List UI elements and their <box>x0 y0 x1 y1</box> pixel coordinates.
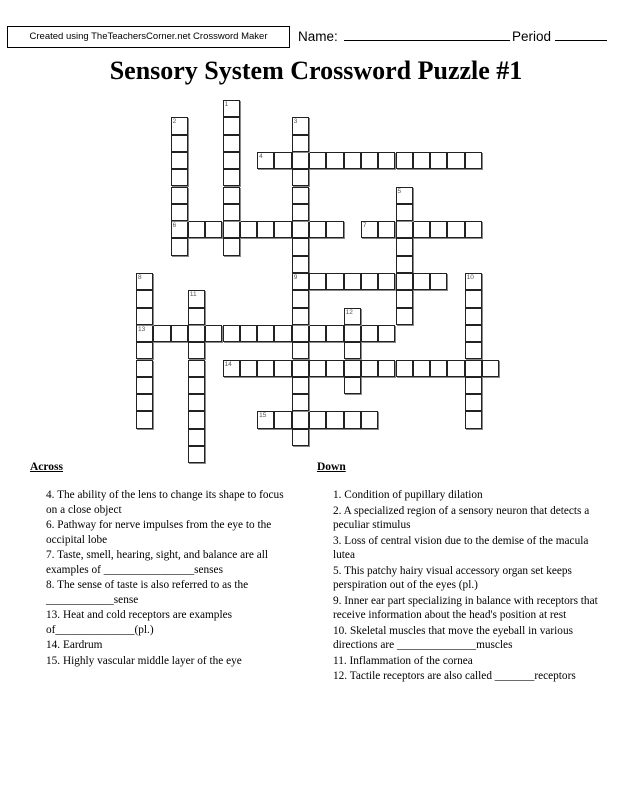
grid-cell[interactable] <box>223 100 240 117</box>
grid-cell[interactable] <box>465 152 482 169</box>
grid-cell[interactable] <box>136 290 153 307</box>
grid-cell[interactable] <box>292 290 309 307</box>
across-clue-15: 15. Highly vascular middle layer of the eye <box>46 654 242 667</box>
grid-cell[interactable] <box>223 135 240 152</box>
grid-cell[interactable] <box>396 290 413 307</box>
grid-cell[interactable] <box>292 308 309 325</box>
grid-cell[interactable] <box>274 152 291 169</box>
clue-number-1: 1 <box>224 101 229 108</box>
grid-cell[interactable] <box>430 152 447 169</box>
grid-cell[interactable] <box>465 360 482 377</box>
grid-cell[interactable] <box>378 360 395 377</box>
grid-cell[interactable] <box>274 325 291 342</box>
across-clue-14: 14. Eardrum <box>46 639 103 651</box>
grid-cell[interactable] <box>465 342 482 359</box>
grid-cell[interactable] <box>257 221 274 238</box>
grid-cell[interactable] <box>274 411 291 428</box>
grid-cell[interactable] <box>223 360 240 377</box>
grid-cell[interactable] <box>274 221 291 238</box>
grid-cell[interactable] <box>292 152 309 169</box>
grid-cell[interactable] <box>223 169 240 186</box>
grid-cell[interactable] <box>257 360 274 377</box>
grid-cell[interactable] <box>361 325 378 342</box>
grid-cell[interactable] <box>292 256 309 273</box>
grid-cell[interactable] <box>447 152 464 169</box>
grid-cell[interactable] <box>136 342 153 359</box>
grid-cell[interactable] <box>309 273 326 290</box>
down-clue-2: 2. A specialized region of a sensory neuron that detects a peculiar stimulus <box>333 504 590 531</box>
across-heading: Across <box>30 461 64 473</box>
grid-cell[interactable] <box>171 187 188 204</box>
grid-cell[interactable] <box>344 308 361 325</box>
grid-cell[interactable] <box>240 360 257 377</box>
grid-cell[interactable] <box>188 377 205 394</box>
grid-cell[interactable] <box>413 221 430 238</box>
across-clue-list <box>46 488 296 669</box>
clue-number-12: 12 <box>345 308 353 316</box>
grid-cell[interactable] <box>292 187 309 204</box>
down-heading: Down <box>317 461 346 473</box>
grid-cell[interactable] <box>309 221 326 238</box>
grid-cell[interactable] <box>188 411 205 428</box>
grid-cell[interactable] <box>482 360 499 377</box>
grid-cell[interactable] <box>396 152 413 169</box>
grid-cell[interactable] <box>396 187 413 204</box>
period-label: Period <box>512 29 552 44</box>
grid-cell[interactable] <box>465 411 482 428</box>
grid-cell[interactable] <box>344 273 361 290</box>
across-clue-13: 13. Heat and cold receptors are examples of______________(pl.) <box>46 609 233 636</box>
grid-cell[interactable] <box>430 221 447 238</box>
grid-cell[interactable] <box>188 325 205 342</box>
grid-cell[interactable] <box>361 221 378 238</box>
grid-cell[interactable] <box>396 308 413 325</box>
grid-cell[interactable] <box>447 221 464 238</box>
clue-number-3: 3 <box>293 118 298 126</box>
grid-cell[interactable] <box>378 325 395 342</box>
grid-cell[interactable] <box>205 325 222 342</box>
grid-cell[interactable] <box>171 135 188 152</box>
grid-cell[interactable] <box>378 273 395 290</box>
grid-cell[interactable] <box>396 238 413 255</box>
down-clue-12: 12. Tactile receptors are also called _______receptors <box>333 670 576 682</box>
grid-cell[interactable] <box>292 325 309 342</box>
clue-number-13: 13 <box>138 325 146 333</box>
grid-cell[interactable] <box>240 221 257 238</box>
grid-cell[interactable] <box>344 152 361 169</box>
grid-cell[interactable] <box>205 221 222 238</box>
grid-cell[interactable] <box>136 325 153 342</box>
grid-cell[interactable] <box>396 221 413 238</box>
name-label: Name: <box>298 29 338 44</box>
clue-number-4: 4 <box>259 152 263 160</box>
clue-number-15: 15 <box>259 412 267 420</box>
grid-cell[interactable] <box>171 325 188 342</box>
down-clue-3: 3. Loss of central vision due to the demise of the macula lutea <box>333 534 589 561</box>
grid-cell[interactable] <box>171 169 188 186</box>
grid-cell[interactable] <box>465 221 482 238</box>
clue-number-9: 9 <box>293 274 298 281</box>
grid-cell[interactable] <box>361 152 378 169</box>
grid-cell[interactable] <box>430 360 447 377</box>
grid-cell[interactable] <box>171 204 188 221</box>
grid-cell[interactable] <box>344 377 361 394</box>
clue-number-14: 14 <box>224 360 232 368</box>
grid-cell[interactable] <box>223 325 240 342</box>
grid-cell[interactable] <box>361 411 378 428</box>
grid-cell[interactable] <box>326 152 343 169</box>
grid-cell[interactable] <box>257 411 274 428</box>
grid-cell[interactable] <box>396 204 413 221</box>
grid-cell[interactable] <box>292 360 309 377</box>
grid-cell[interactable] <box>240 325 257 342</box>
grid-cell[interactable] <box>136 308 153 325</box>
grid-cell[interactable] <box>223 117 240 134</box>
grid-cell[interactable] <box>223 204 240 221</box>
grid-cell[interactable] <box>344 325 361 342</box>
clue-number-11: 11 <box>189 291 197 299</box>
grid-cell[interactable] <box>188 394 205 411</box>
grid-cell[interactable] <box>292 169 309 186</box>
grid-cell[interactable] <box>361 273 378 290</box>
grid-cell[interactable] <box>396 360 413 377</box>
grid-cell[interactable] <box>171 221 188 238</box>
grid-cell[interactable] <box>136 411 153 428</box>
grid-cell[interactable] <box>309 360 326 377</box>
across-clue-7: 7. Taste, smell, hearing, sight, and balance are all examples of ________________senses <box>46 549 269 576</box>
grid-cell[interactable] <box>188 360 205 377</box>
grid-cell[interactable] <box>188 342 205 359</box>
clue-number-5: 5 <box>397 187 402 195</box>
grid-cell[interactable] <box>465 308 482 325</box>
across-clue-8: 8. The sense of taste is also referred to as the ____________sense <box>46 579 249 606</box>
down-clue-11: 11. Inflammation of the cornea <box>333 654 473 667</box>
grid-cell[interactable] <box>292 221 309 238</box>
grid-cell[interactable] <box>430 273 447 290</box>
grid-cell[interactable] <box>361 360 378 377</box>
grid-cell[interactable] <box>326 325 343 342</box>
grid-cell[interactable] <box>326 221 343 238</box>
grid-cell[interactable] <box>188 308 205 325</box>
down-clue-list <box>333 488 608 685</box>
down-clue-9: 9. Inner ear part specializing in balance with receptors that receive information about the head's position at rest <box>333 594 598 621</box>
grid-cell[interactable] <box>413 360 430 377</box>
grid-cell[interactable] <box>465 273 482 290</box>
grid-cell[interactable] <box>326 360 343 377</box>
grid-cell[interactable] <box>223 238 240 255</box>
grid-cell[interactable] <box>171 117 188 134</box>
grid-cell[interactable] <box>188 446 205 463</box>
clue-number-7: 7 <box>362 222 367 230</box>
grid-cell[interactable] <box>465 325 482 342</box>
grid-cell[interactable] <box>188 429 205 446</box>
grid-cell[interactable] <box>344 342 361 359</box>
grid-cell[interactable] <box>326 411 343 428</box>
grid-cell[interactable] <box>465 377 482 394</box>
credit-box: Created using TheTeachersCorner.net Crossword Maker <box>7 26 290 48</box>
grid-cell[interactable] <box>465 394 482 411</box>
grid-cell[interactable] <box>136 360 153 377</box>
clue-number-2: 2 <box>172 118 177 126</box>
grid-cell[interactable] <box>292 429 309 446</box>
grid-cell[interactable] <box>292 273 309 290</box>
grid-cell[interactable] <box>396 273 413 290</box>
clue-number-10: 10 <box>466 274 474 281</box>
grid-cell[interactable] <box>292 377 309 394</box>
grid-cell[interactable] <box>223 221 240 238</box>
down-clue-1: 1. Condition of pupillary dilation <box>333 489 483 501</box>
grid-cell[interactable] <box>171 238 188 255</box>
grid-cell[interactable] <box>292 394 309 411</box>
grid-cell[interactable] <box>309 325 326 342</box>
grid-cell[interactable] <box>292 238 309 255</box>
grid-cell[interactable] <box>292 117 309 134</box>
grid-cell[interactable] <box>396 256 413 273</box>
across-clue-6: 6. Pathway for nerve impulses from the eye to the occipital lobe <box>46 519 272 546</box>
grid-cell[interactable] <box>257 325 274 342</box>
grid-cell[interactable] <box>257 152 274 169</box>
down-clue-10: 10. Skeletal muscles that move the eyeball in various directions are ______________muscles <box>333 624 573 651</box>
grid-cell[interactable] <box>413 273 430 290</box>
across-clue-4: 4. The ability of the lens to change its shape to focus on a close object <box>46 489 284 516</box>
grid-cell[interactable] <box>153 325 170 342</box>
grid-cell[interactable] <box>136 394 153 411</box>
grid-cell[interactable] <box>223 152 240 169</box>
grid-cell[interactable] <box>292 204 309 221</box>
grid-cell[interactable] <box>465 290 482 307</box>
page-title: Sensory System Crossword Puzzle #1 <box>109 56 523 85</box>
grid-cell[interactable] <box>344 360 361 377</box>
grid-cell[interactable] <box>188 290 205 307</box>
grid-cell[interactable] <box>326 273 343 290</box>
grid-cell[interactable] <box>188 221 205 238</box>
grid-cell[interactable] <box>136 377 153 394</box>
grid-cell[interactable] <box>292 135 309 152</box>
grid-cell[interactable] <box>309 411 326 428</box>
grid-cell[interactable] <box>223 187 240 204</box>
grid-cell[interactable] <box>292 411 309 428</box>
grid-cell[interactable] <box>136 273 153 290</box>
grid-cell[interactable] <box>378 152 395 169</box>
grid-cell[interactable] <box>344 411 361 428</box>
grid-cell[interactable] <box>309 152 326 169</box>
grid-cell[interactable] <box>171 152 188 169</box>
grid-cell[interactable] <box>378 221 395 238</box>
clue-number-6: 6 <box>172 222 177 230</box>
clue-number-8: 8 <box>138 274 142 281</box>
down-clue-5: 5. This patchy hairy visual accessory organ set keeps perspiration out of the eyes (pl.) <box>333 564 572 591</box>
grid-cell[interactable] <box>292 342 309 359</box>
grid-cell[interactable] <box>413 152 430 169</box>
grid-cell[interactable] <box>447 360 464 377</box>
grid-cell[interactable] <box>274 360 291 377</box>
